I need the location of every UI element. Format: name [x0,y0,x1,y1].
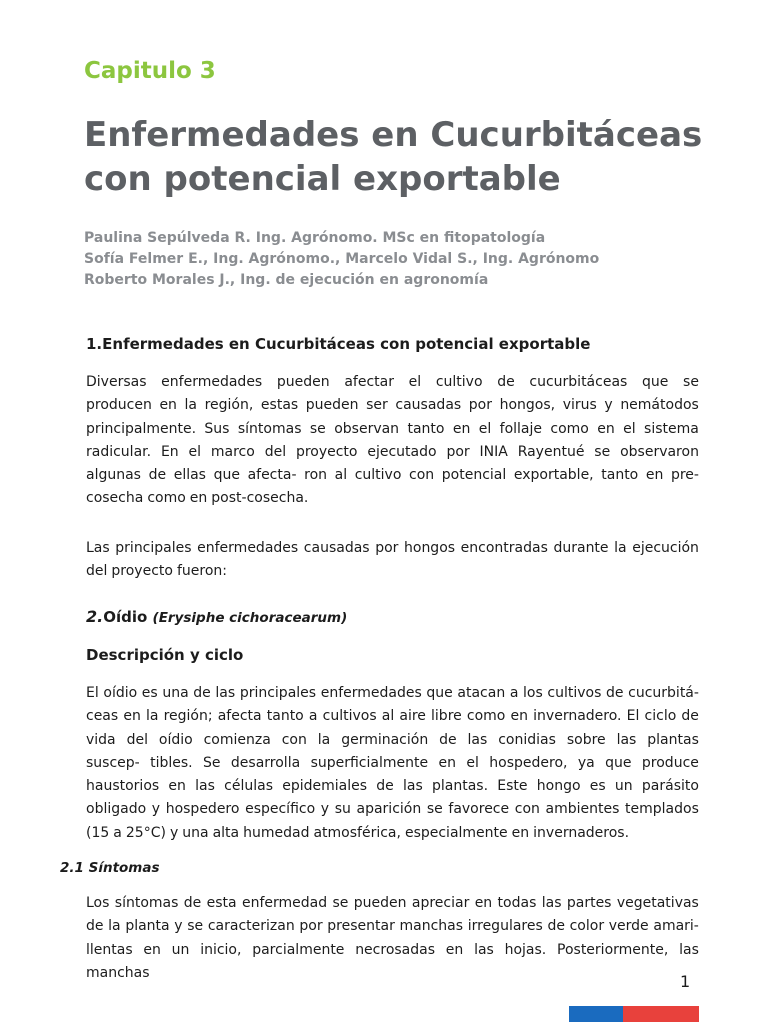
word: alta [212,824,240,841]
word: produce [641,754,699,771]
word: virus [562,397,597,414]
word: El [626,708,640,725]
word: observaron [620,443,699,460]
subsection-heading-symptoms: 2.1 Síntomas [60,860,160,876]
word: de [86,918,104,935]
word: el [478,420,492,437]
word: cosecha [86,490,144,507]
word: las [541,895,562,911]
word: inicio, [200,941,242,958]
word: Sus [204,420,230,437]
word: plantas. [432,778,489,795]
word: color [569,918,605,935]
word: estas [260,397,299,414]
word: la [184,397,197,414]
word: proyecto [111,563,173,580]
word: en [123,708,141,725]
word: necrosadas [355,941,436,958]
word: pre- [670,467,699,484]
word: ciclo [644,708,677,725]
word: a [308,708,318,725]
word: favorece [448,801,510,818]
word: en [597,420,615,437]
word: oídio [158,731,193,748]
word: como [147,490,186,507]
author-list [84,228,599,291]
text-line [86,464,699,487]
paragraph-description [86,682,699,845]
word: con [409,467,435,484]
word: hongos, [499,397,556,414]
word: hongo [536,778,581,795]
word: con [281,731,307,748]
word: como [550,420,589,437]
word: manchas [399,918,464,935]
word: es [141,685,158,701]
text-line [86,939,699,962]
word: es [589,778,606,795]
word: en [189,490,208,507]
word: oídio [103,685,138,701]
word: Diversas [86,374,147,390]
word: ejecución [632,540,699,556]
word: cucurbitáceas [529,374,628,390]
word: de [193,685,211,701]
word: al [381,708,395,725]
author-line: Roberto Morales J., Ing. de ejecución en agronomía [84,272,489,288]
word: se [426,801,443,818]
text-line [86,682,699,705]
word: del [126,731,148,748]
word: causadas [395,397,462,414]
word: Las [86,540,110,556]
word: todas [497,895,537,911]
text-line [86,915,699,938]
word: como [466,708,506,725]
word: el [408,374,422,390]
word: y [169,824,179,841]
word: que [426,685,453,701]
word: una [162,685,189,701]
word: enfermedades [197,540,299,556]
word: un [614,778,633,795]
word: hojas. [504,941,547,958]
word: superficialmente [310,754,429,771]
word: tibles. [150,754,193,771]
word: y [320,801,330,818]
word: hospedero, [489,754,568,771]
word: pueden [353,895,407,911]
word: radicular. [86,443,152,460]
word: presentar [327,918,395,935]
word: vegetativas [616,895,699,911]
word: atmosférica, [313,824,401,841]
section-number: 1. [86,335,103,353]
word: apreciar [411,895,470,911]
scientific-name: (Erysiphe cichoracearum) [152,610,348,626]
section-1-heading [86,335,590,353]
word: Rayentué [517,443,585,460]
word: la [317,731,331,748]
word: llentas [86,941,133,958]
word: ambientes [545,801,620,818]
word: sobre [566,731,606,748]
word: templados [625,801,699,818]
word: el [188,443,202,460]
word: se [309,420,326,437]
word: con [514,801,540,818]
author-line: Paulina Sepúlveda R. Ing. Agrónomo. MSc en fitopatología [84,230,546,246]
word: un [171,941,190,958]
chapter-label: Capitulo 3 [84,58,216,84]
section-2-heading [86,607,347,626]
word: fueron: [176,563,227,580]
subsection-heading: Descripción y ciclo [86,646,244,664]
word: región, [204,397,254,414]
text-line [86,798,699,821]
word: ejecutado [367,443,437,460]
word: invernaderos. [533,824,630,841]
word: sistema [644,420,699,437]
word: principales [239,685,317,701]
word: nemátodos [620,397,699,414]
word: planta [125,918,170,935]
word: ser [366,397,388,414]
flag-red-segment [623,1006,699,1022]
word: potencial [441,467,507,484]
word: ceas [86,708,119,725]
word: verde [608,918,649,935]
section-number: 2. [86,607,104,626]
flag-stripe [569,1006,699,1022]
word: manchas [86,964,150,981]
word: afecta [217,708,262,725]
word: libre [431,708,462,725]
text-line [86,441,699,464]
text-line [86,892,699,915]
word: producen [86,397,152,414]
word: cultivos [322,708,377,725]
word: cultivo [435,374,483,390]
word: y [604,397,613,414]
word: enfermedades [161,374,263,390]
text-line [86,729,699,752]
word: vida [86,731,116,748]
word: haustorios [86,778,160,795]
word: y [151,801,161,818]
word: en [474,895,493,911]
word: la [614,540,627,556]
word: INIA [479,443,508,460]
word: aire [399,708,426,725]
word: por [468,397,493,414]
word: exportable, [513,467,594,484]
word: de [547,918,565,935]
word: de [148,467,167,484]
word: pueden [305,397,359,414]
word: marco [210,443,255,460]
paragraph-symptoms [86,892,699,985]
word: Este [497,778,528,795]
word: de [183,895,202,911]
word: en [645,467,664,484]
text-line [86,560,699,583]
word: por [375,540,399,556]
word: en [445,941,464,958]
word: una [182,824,209,841]
word: se [683,374,699,390]
word: específico [245,801,316,818]
word: tanto [601,467,639,484]
paragraph-fungi [86,537,699,584]
word: parcialmente [252,941,345,958]
word: especialmente [404,824,508,841]
word: la [108,918,121,935]
text-line [86,487,699,510]
word: caracterizan [207,918,295,935]
word: cultivos [547,685,602,701]
word: en [168,778,186,795]
word: irregulares [467,918,543,935]
paragraph-intro [86,371,699,511]
word: germinación [341,731,429,748]
word: en [511,824,530,841]
word: en [510,708,529,725]
word: que [213,467,240,484]
word: durante [553,540,609,556]
word: por [446,443,470,460]
word: enfermedad [241,895,328,911]
word: afecta- [247,467,297,484]
word: y [174,918,183,935]
word: las [215,685,236,701]
word: a [113,824,122,841]
word: tanto [407,420,445,437]
word: conidias [498,731,556,748]
word: principales [115,540,192,556]
word: En [160,443,179,460]
page-number: 1 [680,972,691,991]
word: El [86,685,99,701]
text-line [86,822,699,845]
word: el [466,754,479,771]
word: la [145,708,159,725]
word: el [623,420,636,437]
word: de [681,708,699,725]
word: atacan [457,685,506,701]
word: encontradas [460,540,548,556]
word: parásito [641,778,699,795]
word: Posteriormente, [557,941,669,958]
word: las [467,731,488,748]
word: principalmente. [86,420,197,437]
word: las [616,731,637,748]
text-line [86,371,699,394]
word: proyecto [295,443,358,460]
document-title [84,113,702,201]
word: invernadero. [533,708,622,725]
word: ya [577,754,595,771]
word: epidemiales [282,778,368,795]
word: hongos [404,540,456,556]
title-line: con potencial exportable [84,159,561,199]
word: obligado [86,801,147,818]
text-line [86,962,699,985]
word: en [452,420,471,437]
word: pueden [276,374,330,390]
word: que [605,754,632,771]
word: las [195,778,215,795]
word: causadas [303,540,370,556]
word: las [679,941,699,958]
word: en [143,941,161,958]
word: por [299,918,323,935]
word: síntomas [114,895,179,911]
section-title: Oídio [103,608,148,626]
word: del [264,443,287,460]
word: observan [334,420,400,437]
word: Se [203,754,221,771]
word: partes [566,895,612,911]
word: enfermedades [320,685,422,701]
word: esta [206,895,237,911]
word: plantas [647,731,699,748]
word: cucurbitá- [628,685,699,701]
word: ron [304,467,328,484]
word: amari- [653,918,699,935]
word: su [334,801,351,818]
word: hospedero [165,801,240,818]
word: en [159,397,177,414]
word: 25°C) [125,824,166,841]
word: ellas [173,467,206,484]
word: desarrolla [230,754,301,771]
word: células [224,778,273,795]
word: síntomas [237,420,302,437]
word: en [438,754,456,771]
text-line [86,418,699,441]
word: cultivo [354,467,402,484]
word: aparición [356,801,422,818]
word: tanto [266,708,304,725]
text-line [86,537,699,560]
word: que [642,374,669,390]
word: de [606,685,624,701]
section-title: Enfermedades en Cucurbitáceas con potencial exportable [102,335,591,353]
word: se [594,443,611,460]
word: de [376,778,394,795]
flag-blue-segment [569,1006,623,1022]
word: las [403,778,423,795]
word: región; [163,708,213,725]
word: se [187,918,204,935]
text-line [86,394,699,417]
text-line [86,775,699,798]
word: humedad [243,824,310,841]
word: de [439,731,457,748]
word: Los [86,895,110,911]
word: algunas [86,467,141,484]
word: afectar [344,374,394,390]
word: los [523,685,543,701]
word: de [497,374,515,390]
word: (15 [86,824,110,841]
word: comienza [203,731,271,748]
title-line: Enfermedades en Cucurbitáceas [84,115,703,155]
word: del [86,563,108,580]
word: se [332,895,349,911]
word: suscep- [86,754,140,771]
word: post-cosecha. [211,490,309,507]
word: a [509,685,519,701]
word: follaje [499,420,542,437]
text-line [86,705,699,728]
text-line [86,752,699,775]
word: al [334,467,348,484]
author-line: Sofía Felmer E., Ing. Agrónomo., Marcelo Vidal S., Ing. Agrónomo [84,251,600,267]
word: las [474,941,494,958]
